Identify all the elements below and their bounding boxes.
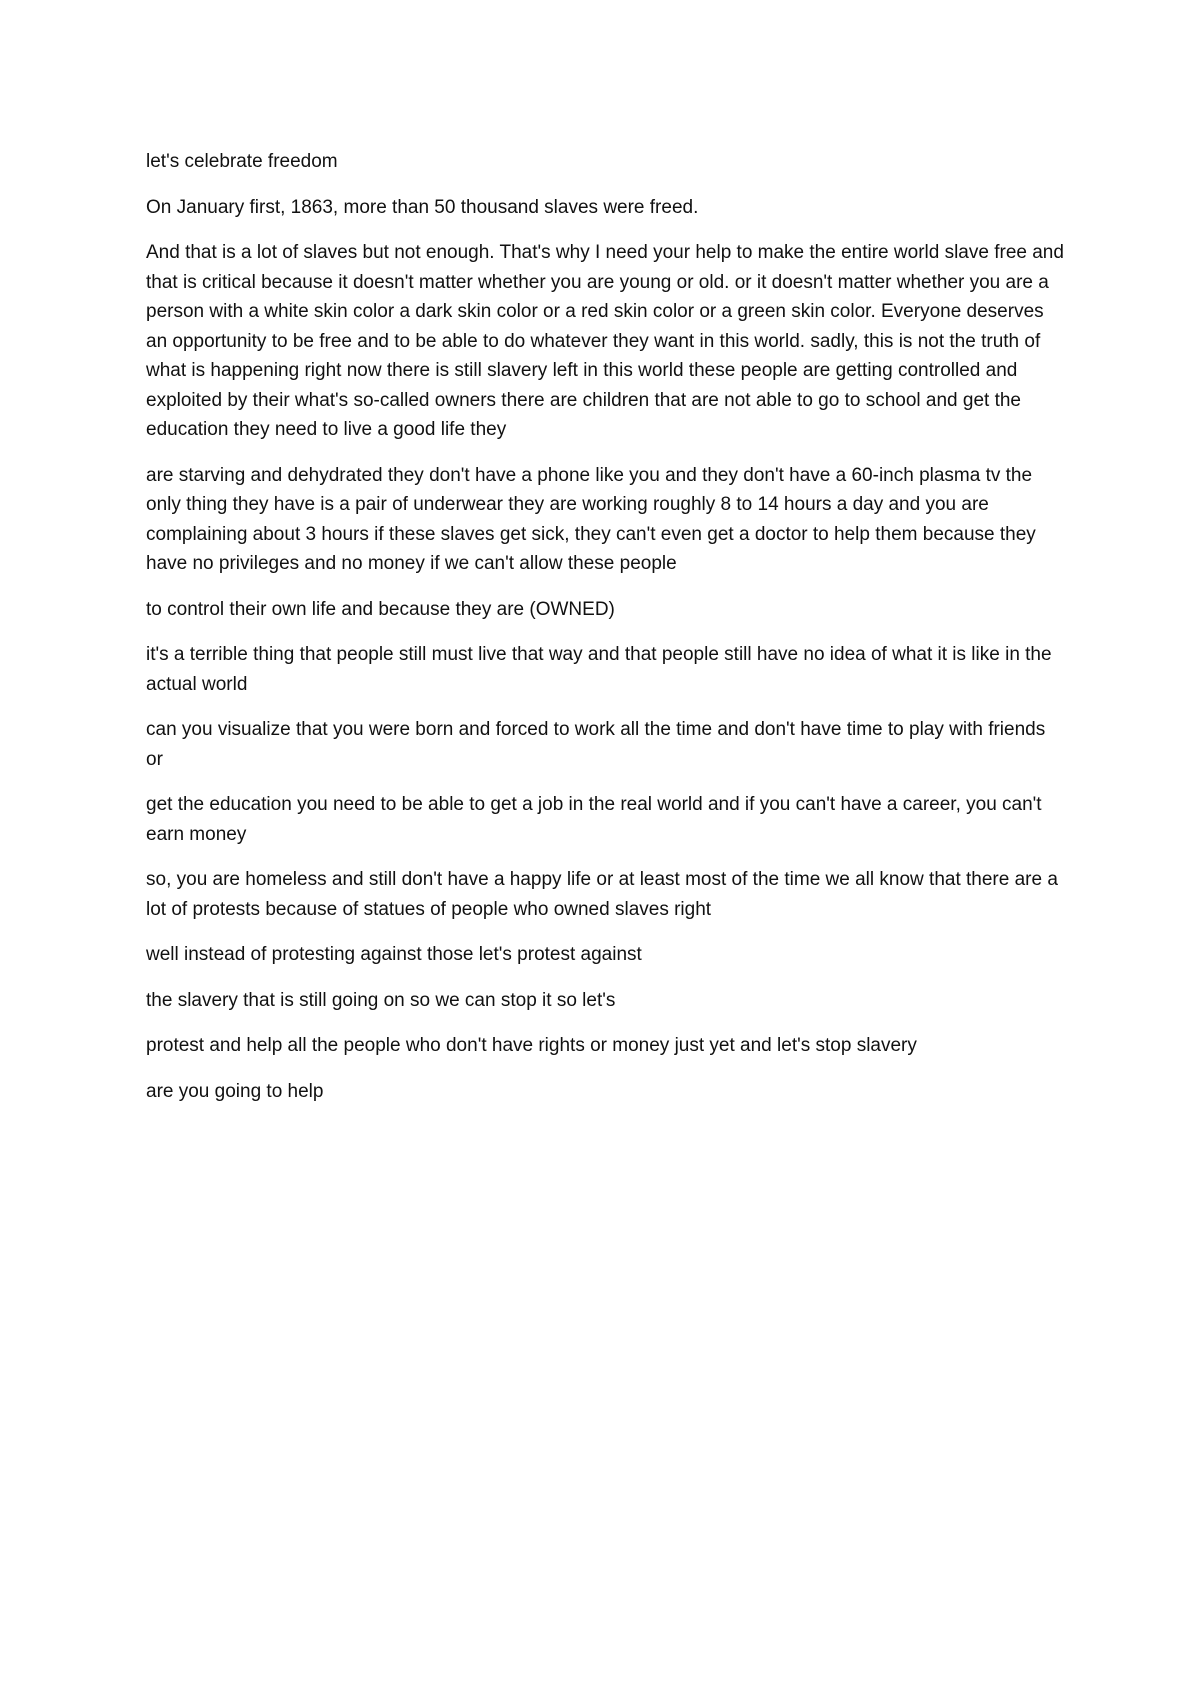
paragraph-9: well instead of protesting against those let's protest against — [146, 944, 642, 965]
paragraph-4: to control their own life and because they are (OWNED) — [146, 598, 615, 620]
paragraph-11: protest and help all the people who don't have rights or money just yet and let's stop slavery — [146, 1035, 917, 1056]
paragraph-6: can you visualize that you were born and forced to work all the time and don't have time to play with friends or — [146, 719, 1046, 770]
paragraph-1: On January first, 1863, more than 50 thousand slaves were freed. — [146, 196, 699, 218]
paragraph-10: the slavery that is still going on so we can stop it so let's — [146, 989, 616, 1011]
paragraph-12: are you going to help — [146, 1080, 324, 1102]
paragraph-5: it's a terrible thing that people still must live that way and that people still have no idea of what it is like in the actual world — [146, 644, 1052, 695]
paragraph-2: And that is a lot of slaves but not enough. That's why I need your help to make the entire world slave free and that is critical because it doesn't matter whether you are young or old. or it doesn't matter whether you are a person with a white skin color a dark skin color or a red skin color or a green skin color. Everyone deserves an opportunity to be free and to be able to do whatever they want in this world. sadly, this is not the truth of what is happening right now there is still slavery left in this world these people are getting controlled and exploited by their what's so-called owners there are children that are not able to go to school and get the education they need to live a good life they — [146, 242, 1064, 440]
paragraph-7: get the education you need to be able to get a job in the real world and if you can't have a career, you can't earn money — [146, 794, 1042, 845]
paragraph-8: so, you are homeless and still don't have a happy life or at least most of the time we all know that there are a lot of protests because of statues of people who owned slaves right — [146, 869, 1058, 920]
paragraph-3: are starving and dehydrated they don't have a phone like you and they don't have a 60-inch plasma tv the only thing they have is a pair of underwear they are working roughly 8 to 14 hours a day and you are complaining about 3 hours if these slaves get sick, they can't even get a doctor to help them because they have no privileges and no money if we can't allow these people — [146, 464, 1036, 574]
document-body — [146, 147, 1066, 1122]
document-title: let's celebrate freedom — [146, 151, 338, 172]
